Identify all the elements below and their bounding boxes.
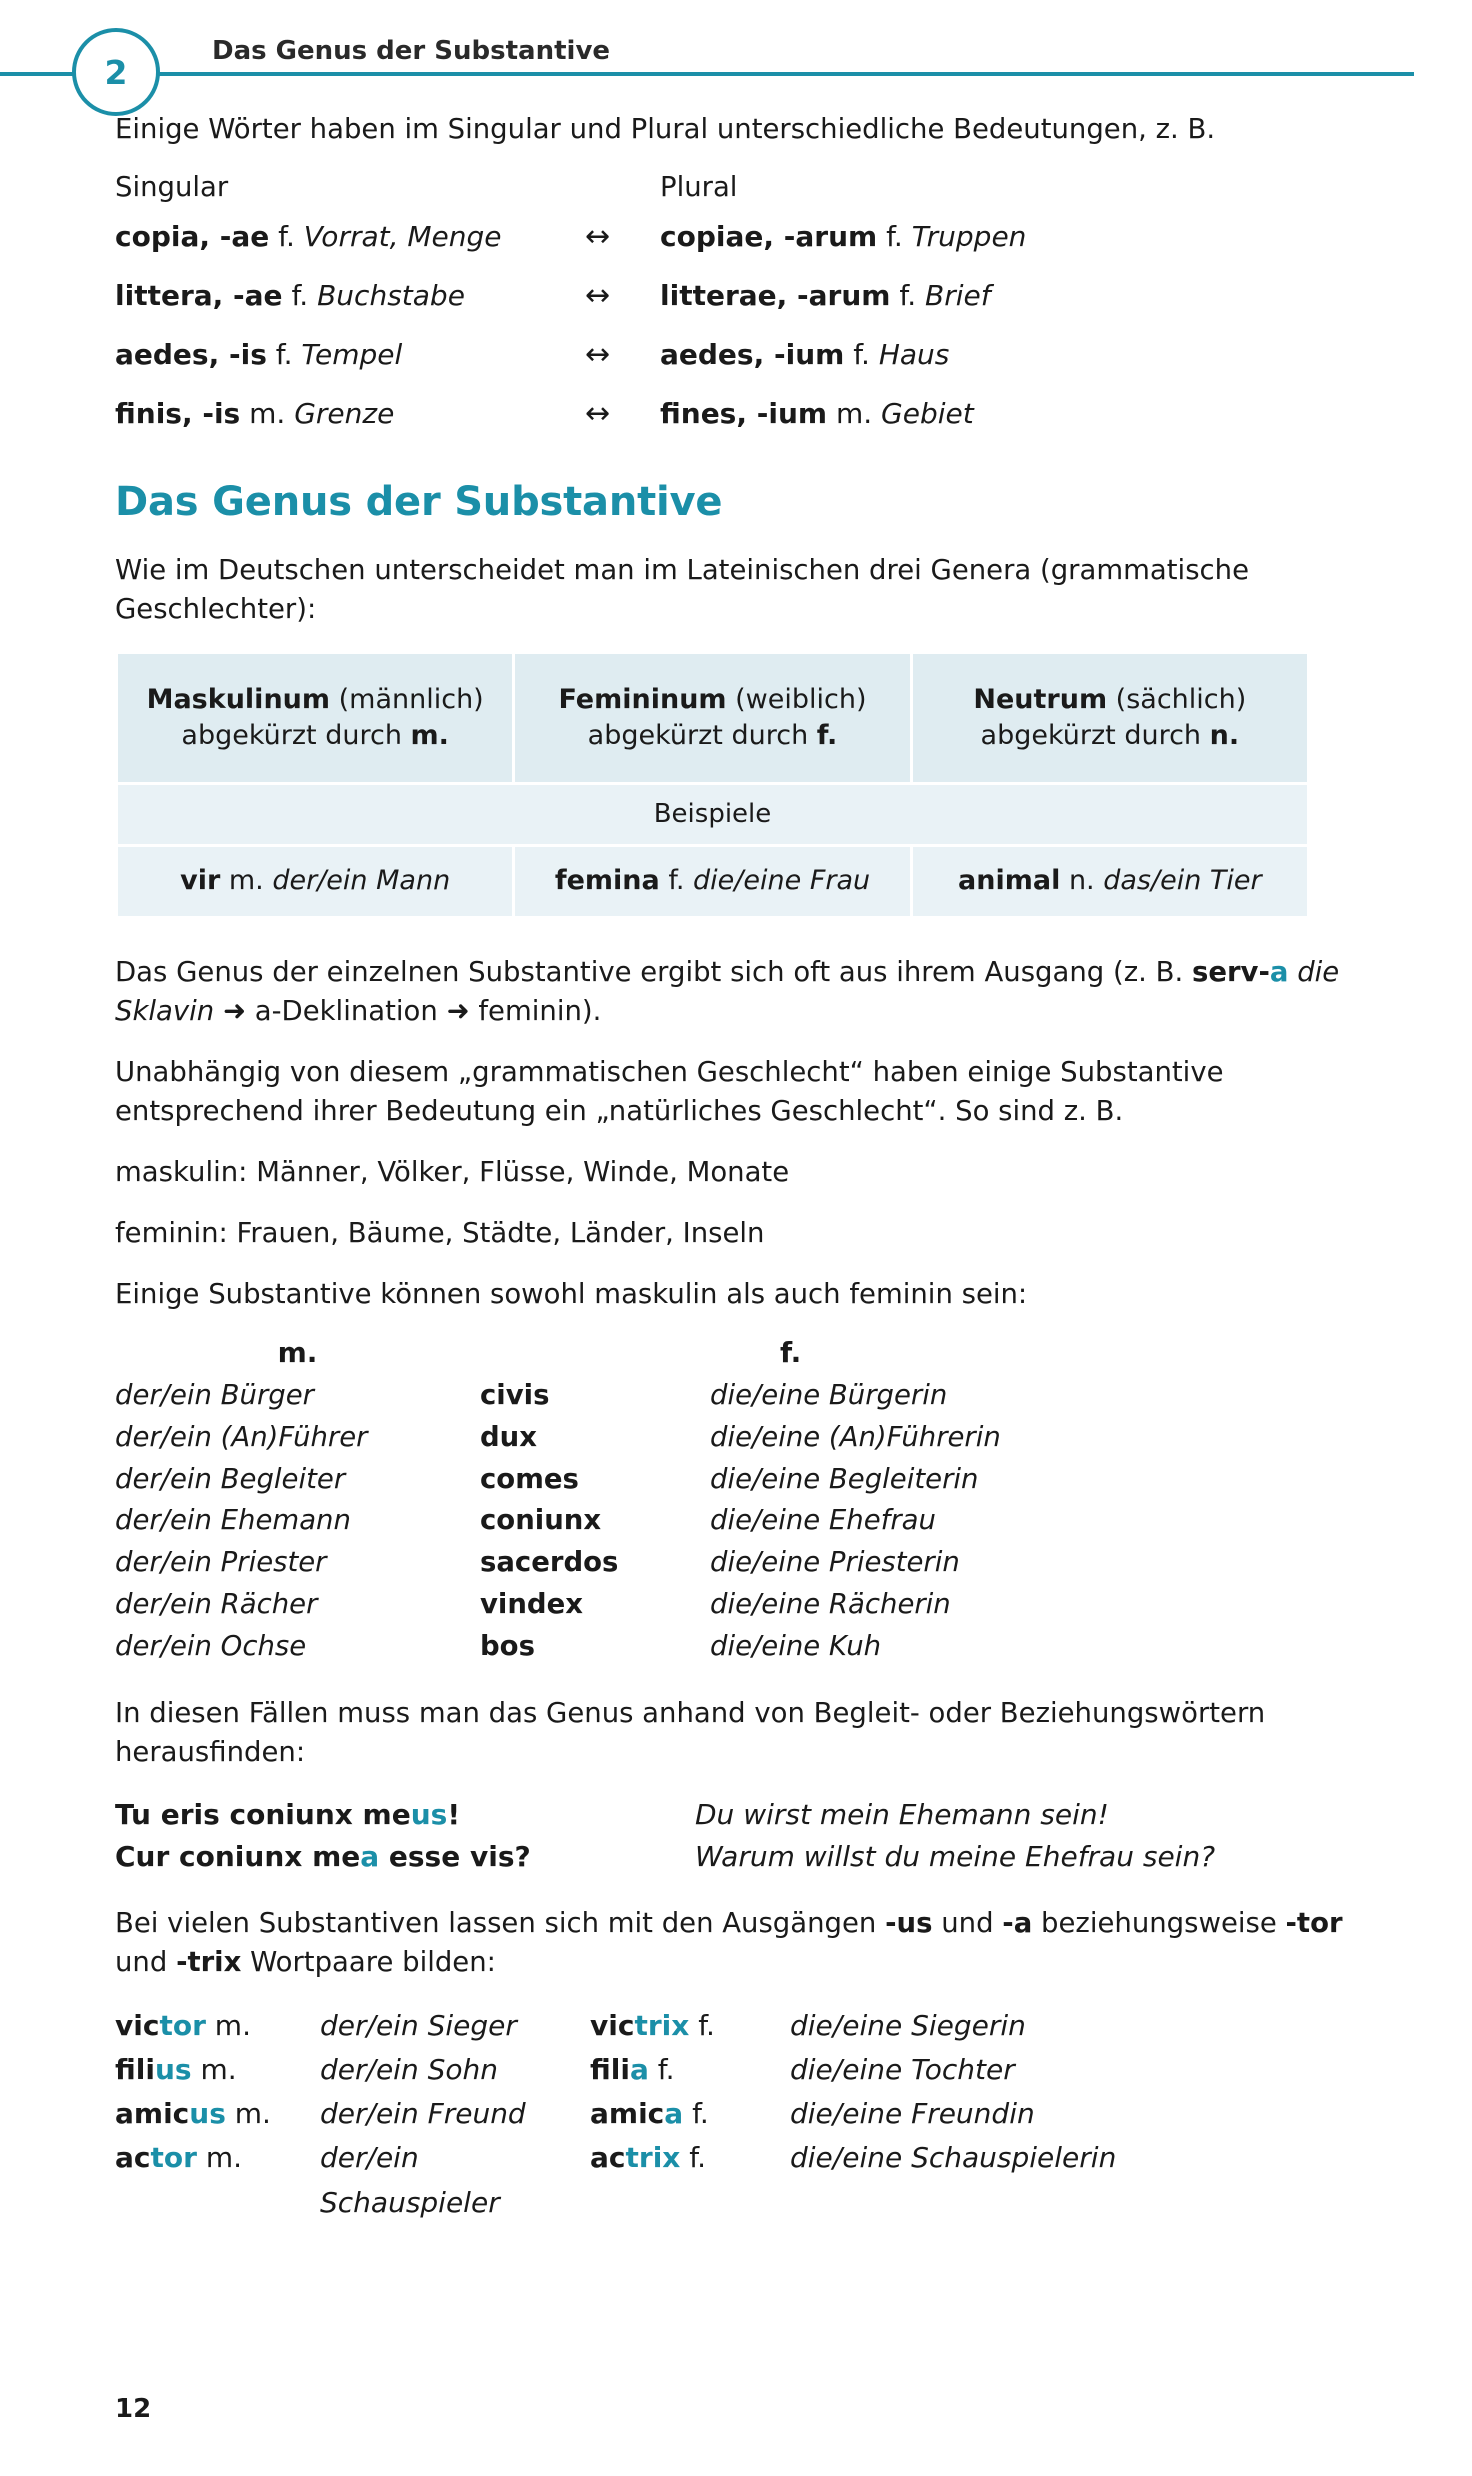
gender-name: Femininum xyxy=(558,683,727,715)
examples-label-cell: Beispiele xyxy=(117,784,1309,846)
word-gender: f. xyxy=(683,2097,709,2131)
both-genders-paragraph: Einige Substantive können sowohl maskulin als auch feminin sein: xyxy=(115,1277,1028,1310)
list-item xyxy=(115,1417,1374,1459)
singular-form xyxy=(115,220,585,253)
plural-form xyxy=(660,397,1374,430)
german-feminine: die/eine Bürgerin xyxy=(710,1379,948,1411)
example-gender: n. xyxy=(1060,865,1104,897)
latin-sentence-part: Tu eris coniunx me xyxy=(115,1797,411,1831)
singular-meaning: Grenze xyxy=(294,397,395,431)
masculine-translation: der/ein Sieger xyxy=(320,2008,517,2042)
singular-meaning: Tempel xyxy=(301,338,403,372)
arrow-right-icon: ➜ xyxy=(446,994,470,1027)
singular-plural-headings xyxy=(115,171,1374,203)
intro-paragraph: Einige Wörter haben im Singular und Plural unterschiedliche Bedeutungen, z. B. xyxy=(115,113,1216,145)
example-cell-masculine xyxy=(117,846,514,917)
section-heading: Das Genus der Substantive xyxy=(115,479,723,526)
gender-translation: (weiblich) xyxy=(726,683,867,715)
ausgang-ending: a xyxy=(1269,955,1289,988)
latin-word: comes xyxy=(480,1462,579,1495)
example-word: animal xyxy=(958,865,1061,897)
plural-gender: m. xyxy=(827,397,882,431)
german-masculine: der/ein Priester xyxy=(115,1546,327,1579)
latin-sentence-ending: us xyxy=(410,1797,448,1831)
german-translation: Warum willst du meine Ehefrau sein? xyxy=(695,1839,1216,1873)
german-translation: Du wirst mein Ehemann sein! xyxy=(695,1797,1109,1831)
latin-sentence-punct: ! xyxy=(447,1797,461,1831)
word-suffix: us xyxy=(154,2053,192,2086)
list-item xyxy=(115,1584,1374,1626)
plural-gender: f. xyxy=(877,220,912,254)
plural-gender: f. xyxy=(844,338,879,372)
suffix-trix: -trix xyxy=(176,1945,242,1978)
table-cell-feminine xyxy=(514,653,911,784)
german-masculine: der/ein Ehemann xyxy=(115,1504,351,1537)
header-divider xyxy=(0,72,1414,76)
example-sentence xyxy=(115,1794,1374,1836)
masculine-word xyxy=(115,2048,320,2092)
ausgang-declension: a-Deklination xyxy=(254,994,438,1027)
list-item xyxy=(115,1500,1374,1542)
example-word: femina xyxy=(554,865,660,897)
plural-form xyxy=(660,220,1374,253)
gender-name: Neutrum xyxy=(973,683,1108,715)
singular-gender: f. xyxy=(282,279,318,313)
page-header xyxy=(0,0,1472,110)
example-cell-neuter xyxy=(911,846,1308,917)
example-gender: m. xyxy=(220,865,273,897)
word-pair-item xyxy=(115,2048,1374,2092)
word-pair-row xyxy=(115,337,1374,372)
german-masculine: der/ein Begleiter xyxy=(115,1462,346,1495)
word-pair-item xyxy=(115,2092,1374,2136)
latin-word: sacerdos xyxy=(480,1546,619,1579)
latin-word: vindex xyxy=(480,1587,584,1620)
ausgang-meaning: die Sklavin xyxy=(115,955,1340,1027)
feminin-line: feminin: Frauen, Bäume, Städte, Länder, Inseln xyxy=(115,1216,765,1249)
example-meaning: der/ein Mann xyxy=(272,865,451,897)
german-masculine: der/ein Rächer xyxy=(115,1587,318,1620)
natural-gender-paragraph: Unabhängig von diesem „grammatischen Geschlecht“ haben einige Substantive entsprechend ihrer Bedeutung ein „natürliches Geschlecht“. So sind z. B. xyxy=(115,1055,1224,1127)
singular-lemma: finis, -is xyxy=(115,397,241,431)
word-suffix: tor xyxy=(150,2141,197,2175)
word-stem: fili xyxy=(590,2053,630,2086)
word-gender: m. xyxy=(205,2008,251,2042)
word-stem: vic xyxy=(590,2008,635,2042)
plural-form xyxy=(660,338,1374,371)
masculine-translation: der/ein Freund xyxy=(320,2097,526,2131)
plural-lemma: fines, -ium xyxy=(660,397,828,431)
gender-translation: (männlich) xyxy=(330,683,484,715)
plural-meaning: Truppen xyxy=(911,220,1027,254)
singular-lemma: copia, -ae xyxy=(115,220,270,254)
latin-sentence-punct: esse vis? xyxy=(379,1839,531,1873)
masculine-word xyxy=(115,2136,320,2224)
word-pair-item xyxy=(115,2004,1374,2048)
page-number: 12 xyxy=(115,2394,152,2424)
table-row-genders xyxy=(117,653,1309,784)
singular-form xyxy=(115,338,585,371)
latin-word: civis xyxy=(480,1379,550,1411)
feminine-translation: die/eine Siegerin xyxy=(790,2008,1026,2042)
example-meaning: das/ein Tier xyxy=(1103,865,1262,897)
feminine-word xyxy=(590,2004,790,2048)
suffix-tor: -tor xyxy=(1285,1906,1343,1939)
chapter-number-badge: 2 xyxy=(72,28,160,116)
german-feminine: die/eine Begleiterin xyxy=(710,1462,979,1495)
latin-sentence xyxy=(115,1794,695,1836)
masculine-word xyxy=(115,2004,320,2048)
gender-translation: (sächlich) xyxy=(1107,683,1247,715)
abbr-value: m. xyxy=(410,720,449,752)
word-stem: amic xyxy=(590,2097,665,2131)
plural-lemma: litterae, -arum xyxy=(660,279,891,313)
mf-heading-feminine xyxy=(480,1336,780,1369)
feminine-word xyxy=(590,2048,790,2092)
word-suffix: trix xyxy=(625,2141,681,2175)
example-word: vir xyxy=(180,865,221,897)
german-feminine: die/eine Kuh xyxy=(710,1629,882,1662)
genus-table xyxy=(115,651,1310,919)
example-sentence xyxy=(115,1836,1374,1878)
wortpaare-text-5: Wortpaare bilden: xyxy=(241,1945,496,1978)
masculine-word xyxy=(115,2092,320,2136)
abbr-label: abgekürzt durch xyxy=(980,720,1210,752)
word-stem: fili xyxy=(115,2053,155,2086)
singular-heading: Singular xyxy=(115,171,229,204)
begleitwort-paragraph: In diesen Fällen muss man das Genus anhand von Begleit- oder Beziehungswörtern herausfinden: xyxy=(115,1696,1266,1768)
list-item xyxy=(115,1542,1374,1584)
latin-sentence-ending: a xyxy=(360,1839,380,1873)
singular-form xyxy=(115,279,585,312)
word-gender: m. xyxy=(196,2141,243,2175)
table-row-examples xyxy=(117,846,1309,917)
page-content xyxy=(0,110,1472,2225)
list-item xyxy=(115,1626,1374,1668)
word-suffix: trix xyxy=(634,2008,690,2042)
ausgang-paragraph xyxy=(115,953,1374,1031)
singular-gender: m. xyxy=(240,397,295,431)
feminine-translation: die/eine Schauspielerin xyxy=(790,2141,1117,2175)
wortpaare-text-4: und xyxy=(115,1945,177,1978)
german-feminine: die/eine Ehefrau xyxy=(710,1504,936,1537)
word-suffix: us xyxy=(189,2097,226,2131)
suffix-us: -us xyxy=(885,1906,933,1939)
wortpaare-paragraph xyxy=(115,1904,1374,1982)
word-pair-row xyxy=(115,219,1374,254)
singular-meaning: Vorrat, Menge xyxy=(303,220,502,254)
german-masculine: der/ein Bürger xyxy=(115,1379,314,1411)
running-title: Das Genus der Substantive xyxy=(212,36,611,66)
maskulin-line: maskulin: Männer, Völker, Flüsse, Winde, Monate xyxy=(115,1155,790,1188)
example-cell-feminine xyxy=(514,846,911,917)
latin-word: bos xyxy=(480,1629,535,1662)
plural-gender: f. xyxy=(890,279,925,313)
word-suffix: tor xyxy=(159,2008,206,2042)
word-gender: m. xyxy=(225,2097,271,2131)
mf-heading-masculine: m. xyxy=(277,1336,318,1369)
word-gender: m. xyxy=(191,2053,237,2086)
latin-sentence xyxy=(115,1836,695,1878)
feminine-translation: die/eine Freundin xyxy=(790,2097,1035,2131)
word-stem: amic xyxy=(115,2097,190,2131)
arrow-right-icon: ➜ xyxy=(222,994,247,1027)
word-stem: vic xyxy=(115,2008,160,2042)
singular-form xyxy=(115,397,585,430)
word-suffix: a xyxy=(629,2053,649,2086)
german-masculine: der/ein Ochse xyxy=(115,1629,307,1662)
german-feminine: die/eine Rächerin xyxy=(710,1587,951,1620)
word-pair-row xyxy=(115,396,1374,431)
latin-word: coniunx xyxy=(480,1504,602,1537)
word-pair-item xyxy=(115,2136,1374,2224)
masculine-translation: der/ein Schauspieler xyxy=(320,2141,500,2219)
abbr-value: n. xyxy=(1209,720,1240,752)
plural-meaning: Haus xyxy=(878,338,950,372)
german-feminine: die/eine Priesterin xyxy=(710,1546,960,1579)
plural-meaning: Brief xyxy=(925,279,991,313)
latin-sentence-part: Cur coniunx me xyxy=(115,1839,361,1873)
wortpaare-text-1: Bei vielen Substantiven lassen sich mit den Ausgängen xyxy=(115,1906,886,1939)
arrow-icon: ↔ xyxy=(585,396,611,432)
arrow-icon: ↔ xyxy=(585,278,611,314)
arrow-icon: ↔ xyxy=(585,337,611,373)
latin-word: dux xyxy=(480,1420,538,1453)
mf-list-headings xyxy=(115,1336,1374,1369)
singular-meaning: Buchstabe xyxy=(317,279,465,313)
feminine-word xyxy=(590,2092,790,2136)
singular-gender: f. xyxy=(266,338,302,372)
feminine-word xyxy=(590,2136,790,2224)
german-feminine: die/eine (An)Führerin xyxy=(710,1420,1001,1453)
word-suffix: a xyxy=(664,2097,684,2131)
ausgang-result: feminin). xyxy=(478,994,602,1027)
abbr-label: abgekürzt durch xyxy=(181,720,411,752)
table-cell-masculine xyxy=(117,653,514,784)
feminine-translation: die/eine Tochter xyxy=(790,2053,1015,2086)
plural-heading: Plural xyxy=(660,171,738,204)
example-meaning: die/eine Frau xyxy=(693,865,871,897)
section-intro-paragraph: Wie im Deutschen unterscheidet man im Lateinischen drei Genera (grammatische Geschlechter): xyxy=(115,554,1249,626)
ausgang-stem: serv- xyxy=(1191,955,1270,988)
wortpaare-text-3: beziehungsweise xyxy=(1032,1906,1286,1939)
list-item xyxy=(115,1459,1374,1501)
masculine-translation: der/ein Sohn xyxy=(320,2053,498,2086)
german-masculine: der/ein (An)Führer xyxy=(115,1420,368,1453)
plural-form xyxy=(660,279,1374,312)
abbr-value: f. xyxy=(816,720,838,752)
plural-lemma: aedes, -ium xyxy=(660,338,845,372)
word-pair-row xyxy=(115,278,1374,313)
arrow-icon: ↔ xyxy=(585,219,611,255)
suffix-a: -a xyxy=(1002,1906,1033,1939)
singular-lemma: littera, -ae xyxy=(115,279,283,313)
list-item xyxy=(115,1375,1374,1417)
singular-gender: f. xyxy=(269,220,304,254)
singular-lemma: aedes, -is xyxy=(115,338,267,372)
mf-heading-feminine-label: f. xyxy=(780,1336,802,1369)
table-row-examples-label xyxy=(117,784,1309,846)
word-stem: ac xyxy=(115,2141,151,2175)
example-gender: f. xyxy=(659,865,694,897)
abbr-label: abgekürzt durch xyxy=(587,720,817,752)
gender-name: Maskulinum xyxy=(146,683,331,715)
ausgang-text: Das Genus der einzelnen Substantive ergibt sich oft aus ihrem Ausgang (z. B. xyxy=(115,955,1184,988)
plural-lemma: copiae, -arum xyxy=(660,220,878,254)
word-gender: f. xyxy=(648,2053,675,2086)
word-gender: f. xyxy=(680,2141,706,2175)
word-stem: ac xyxy=(590,2141,626,2175)
word-gender: f. xyxy=(689,2008,715,2042)
table-cell-neuter xyxy=(911,653,1308,784)
plural-meaning: Gebiet xyxy=(881,397,974,431)
wortpaare-text-2: und xyxy=(932,1906,1003,1939)
